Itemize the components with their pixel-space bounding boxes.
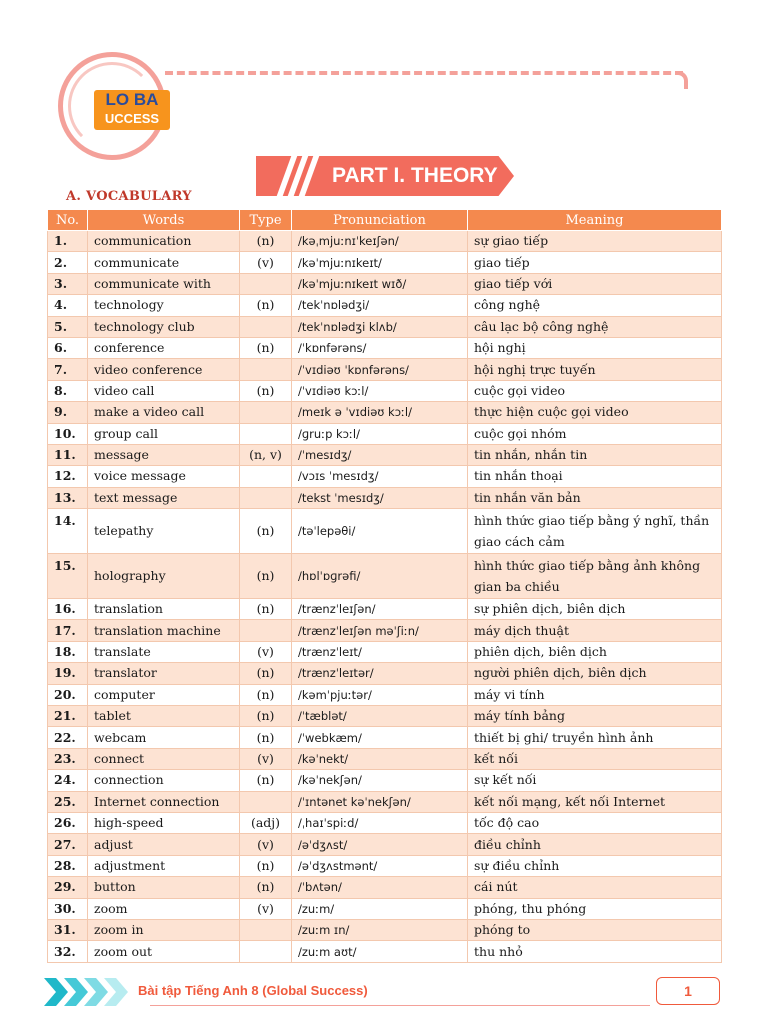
row-meaning: giao tiếp với <box>468 273 722 294</box>
row-type: (n) <box>240 337 292 358</box>
row-pronunciation: /əˈdʒʌst/ <box>292 834 468 855</box>
row-word: make a video call <box>88 402 240 423</box>
row-meaning: kết nối <box>468 748 722 769</box>
row-pronunciation: /əˈdʒʌstmənt/ <box>292 855 468 876</box>
row-pronunciation: /ˌhaɪˈspiːd/ <box>292 812 468 833</box>
table-body <box>48 231 722 963</box>
row-pronunciation: /tekst ˈmesɪdʒ/ <box>292 487 468 508</box>
row-word: translation <box>88 599 240 620</box>
row-pronunciation: /ˈbʌtən/ <box>292 877 468 898</box>
row-pronunciation: /trænzˈleɪʃən məˈʃiːn/ <box>292 620 468 641</box>
row-type: (adj) <box>240 812 292 833</box>
row-type: (n) <box>240 855 292 876</box>
column-header-meaning: Meaning <box>468 210 722 231</box>
table-row <box>48 919 722 940</box>
row-meaning: cuộc gọi video <box>468 380 722 401</box>
row-word: message <box>88 444 240 465</box>
row-type: (v) <box>240 641 292 662</box>
row-word: high-speed <box>88 812 240 833</box>
row-type <box>240 466 292 487</box>
column-header-type: Type <box>240 210 292 231</box>
table-row <box>48 252 722 273</box>
row-type: (v) <box>240 252 292 273</box>
table-row <box>48 834 722 855</box>
row-meaning: cuộc gọi nhóm <box>468 423 722 444</box>
row-meaning: máy vi tính <box>468 684 722 705</box>
row-meaning: hội nghị trực tuyến <box>468 359 722 380</box>
row-word: holography <box>88 554 240 599</box>
row-number: 32. <box>48 941 88 962</box>
row-type: (n) <box>240 231 292 252</box>
row-number: 14. <box>48 509 88 554</box>
row-number: 2. <box>48 252 88 273</box>
row-number: 12. <box>48 466 88 487</box>
part-banner-stripes <box>284 156 312 196</box>
row-pronunciation: /ˈvɪdiəʊ ˈkɒnfərəns/ <box>292 359 468 380</box>
row-pronunciation: /kəˈnekt/ <box>292 748 468 769</box>
row-meaning: máy dịch thuật <box>468 620 722 641</box>
row-number: 10. <box>48 423 88 444</box>
row-number: 16. <box>48 599 88 620</box>
logo-line1: LO BA <box>105 90 159 109</box>
row-number: 26. <box>48 812 88 833</box>
row-word: video conference <box>88 359 240 380</box>
section-title: A. VOCABULARY <box>66 189 192 204</box>
row-meaning: sự phiên dịch, biên dịch <box>468 599 722 620</box>
row-meaning: phiên dịch, biên dịch <box>468 641 722 662</box>
row-meaning: thực hiện cuộc gọi video <box>468 402 722 423</box>
row-meaning: người phiên dịch, biên dịch <box>468 663 722 684</box>
row-number: 31. <box>48 919 88 940</box>
row-meaning: sự giao tiếp <box>468 231 722 252</box>
row-type: (n, v) <box>240 444 292 465</box>
table-row <box>48 663 722 684</box>
row-number: 18. <box>48 641 88 662</box>
table-row <box>48 855 722 876</box>
part-banner <box>256 156 514 196</box>
table-header-row <box>48 210 722 231</box>
row-meaning: hình thức giao tiếp bằng ảnh không gian ba chiều <box>468 554 722 599</box>
row-word: connection <box>88 770 240 791</box>
row-type: (n) <box>240 509 292 554</box>
row-word: translator <box>88 663 240 684</box>
row-pronunciation: /kəˈnekʃən/ <box>292 770 468 791</box>
table-row <box>48 941 722 962</box>
table-row <box>48 727 722 748</box>
row-word: technology club <box>88 316 240 337</box>
row-meaning: tin nhắn thoại <box>468 466 722 487</box>
row-type: (n) <box>240 663 292 684</box>
row-word: zoom in <box>88 919 240 940</box>
row-word: computer <box>88 684 240 705</box>
row-meaning: sự điều chỉnh <box>468 855 722 876</box>
row-type <box>240 791 292 812</box>
row-pronunciation: /zuːm/ <box>292 898 468 919</box>
table-row <box>48 620 722 641</box>
footer-book-title: Bài tập Tiếng Anh 8 (Global Success) <box>138 983 368 998</box>
row-word: adjust <box>88 834 240 855</box>
row-meaning: kết nối mạng, kết nối Internet <box>468 791 722 812</box>
table-row <box>48 554 722 599</box>
row-number: 19. <box>48 663 88 684</box>
table-row <box>48 423 722 444</box>
row-type: (n) <box>240 684 292 705</box>
row-word: video call <box>88 380 240 401</box>
row-number: 13. <box>48 487 88 508</box>
row-meaning: cái nút <box>468 877 722 898</box>
row-word: translate <box>88 641 240 662</box>
row-meaning: tin nhắn, nhắn tin <box>468 444 722 465</box>
row-type <box>240 316 292 337</box>
row-word: connect <box>88 748 240 769</box>
table-row <box>48 706 722 727</box>
row-number: 25. <box>48 791 88 812</box>
row-pronunciation: /ˈkɒnfərəns/ <box>292 337 468 358</box>
row-meaning: giao tiếp <box>468 252 722 273</box>
header-dashed-corner <box>676 71 688 89</box>
table-row <box>48 898 722 919</box>
table-row <box>48 509 722 554</box>
table-row <box>48 295 722 316</box>
row-pronunciation: /ˈvɪdiəʊ kɔːl/ <box>292 380 468 401</box>
row-type: (n) <box>240 295 292 316</box>
table-row <box>48 684 722 705</box>
logo-line2: UCCESS <box>104 111 160 126</box>
table-row <box>48 812 722 833</box>
table-row <box>48 877 722 898</box>
row-meaning: thiết bị ghi/ truyền hình ảnh <box>468 727 722 748</box>
row-meaning: câu lạc bộ công nghệ <box>468 316 722 337</box>
row-pronunciation: /meɪk ə ˈvɪdiəʊ kɔːl/ <box>292 402 468 423</box>
row-number: 8. <box>48 380 88 401</box>
row-meaning: hội nghị <box>468 337 722 358</box>
row-number: 7. <box>48 359 88 380</box>
column-header-words: Words <box>88 210 240 231</box>
table-row <box>48 770 722 791</box>
row-number: 1. <box>48 231 88 252</box>
row-word: communication <box>88 231 240 252</box>
row-pronunciation: /tekˈnɒlədʒi klʌb/ <box>292 316 468 337</box>
row-meaning: sự kết nối <box>468 770 722 791</box>
logo-badge <box>94 90 170 130</box>
page-number: 1 <box>656 977 720 1005</box>
row-meaning: phóng, thu phóng <box>468 898 722 919</box>
row-word: translation machine <box>88 620 240 641</box>
row-type <box>240 423 292 444</box>
table-row <box>48 316 722 337</box>
row-pronunciation: /vɔɪs ˈmesɪdʒ/ <box>292 466 468 487</box>
table-row <box>48 231 722 252</box>
row-pronunciation: /kəˌmjuːnɪˈkeɪʃən/ <box>292 231 468 252</box>
table-row <box>48 487 722 508</box>
row-pronunciation: /zuːm aʊt/ <box>292 941 468 962</box>
row-number: 21. <box>48 706 88 727</box>
row-meaning: tốc độ cao <box>468 812 722 833</box>
footer-line <box>150 1005 650 1006</box>
row-type: (n) <box>240 877 292 898</box>
row-type: (n) <box>240 599 292 620</box>
row-number: 4. <box>48 295 88 316</box>
row-word: voice message <box>88 466 240 487</box>
part-title: PART I. THEORY <box>332 164 498 187</box>
row-word: Internet connection <box>88 791 240 812</box>
row-type: (n) <box>240 727 292 748</box>
row-number: 15. <box>48 554 88 599</box>
row-meaning: phóng to <box>468 919 722 940</box>
row-word: communicate <box>88 252 240 273</box>
table-row <box>48 641 722 662</box>
row-pronunciation: /ˈwebkæm/ <box>292 727 468 748</box>
row-pronunciation: /trænzˈleɪtər/ <box>292 663 468 684</box>
row-pronunciation: /ˈmesɪdʒ/ <box>292 444 468 465</box>
row-pronunciation: /trænzˈleɪt/ <box>292 641 468 662</box>
row-number: 23. <box>48 748 88 769</box>
row-pronunciation: /hɒlˈɒɡrəfi/ <box>292 554 468 599</box>
row-meaning: điều chỉnh <box>468 834 722 855</box>
row-type <box>240 919 292 940</box>
table-row <box>48 359 722 380</box>
row-type: (n) <box>240 770 292 791</box>
vocabulary-table <box>47 209 722 963</box>
column-header-pronunciation: Pronunciation <box>292 210 468 231</box>
table-row <box>48 466 722 487</box>
row-number: 11. <box>48 444 88 465</box>
row-type <box>240 487 292 508</box>
table-row <box>48 791 722 812</box>
table-row <box>48 748 722 769</box>
table-row <box>48 380 722 401</box>
row-pronunciation: /zuːm ɪn/ <box>292 919 468 940</box>
table-row <box>48 273 722 294</box>
row-type: (n) <box>240 554 292 599</box>
row-type <box>240 402 292 423</box>
table-row <box>48 599 722 620</box>
row-word: zoom out <box>88 941 240 962</box>
footer-arrows-icon <box>44 978 124 1006</box>
row-number: 22. <box>48 727 88 748</box>
row-word: telepathy <box>88 509 240 554</box>
table-row <box>48 444 722 465</box>
row-pronunciation: /təˈlepəθi/ <box>292 509 468 554</box>
row-number: 20. <box>48 684 88 705</box>
row-number: 29. <box>48 877 88 898</box>
row-meaning: tin nhắn văn bản <box>468 487 722 508</box>
header-dashed-line <box>165 71 683 75</box>
table-row <box>48 402 722 423</box>
row-word: conference <box>88 337 240 358</box>
row-meaning: công nghệ <box>468 295 722 316</box>
row-number: 27. <box>48 834 88 855</box>
row-pronunciation: /ˈɪntənet kəˈnekʃən/ <box>292 791 468 812</box>
row-word: tablet <box>88 706 240 727</box>
column-header-no: No. <box>48 210 88 231</box>
row-word: group call <box>88 423 240 444</box>
row-meaning: thu nhỏ <box>468 941 722 962</box>
row-word: technology <box>88 295 240 316</box>
row-pronunciation: /ˈtæblət/ <box>292 706 468 727</box>
row-number: 24. <box>48 770 88 791</box>
row-number: 5. <box>48 316 88 337</box>
row-pronunciation: /kəˈmjuːnɪkeɪt wɪð/ <box>292 273 468 294</box>
row-type <box>240 620 292 641</box>
row-meaning: hình thức giao tiếp bằng ý nghĩ, thần giao cách cảm <box>468 509 722 554</box>
row-type <box>240 941 292 962</box>
table-row <box>48 337 722 358</box>
row-type: (v) <box>240 748 292 769</box>
row-number: 3. <box>48 273 88 294</box>
row-word: webcam <box>88 727 240 748</box>
row-number: 30. <box>48 898 88 919</box>
logo <box>58 52 178 172</box>
row-type: (n) <box>240 706 292 727</box>
row-meaning: máy tính bảng <box>468 706 722 727</box>
row-number: 28. <box>48 855 88 876</box>
row-number: 9. <box>48 402 88 423</box>
row-type: (v) <box>240 834 292 855</box>
row-word: text message <box>88 487 240 508</box>
row-pronunciation: /kəˈmjuːnɪkeɪt/ <box>292 252 468 273</box>
row-word: zoom <box>88 898 240 919</box>
row-pronunciation: /tekˈnɒlədʒi/ <box>292 295 468 316</box>
row-number: 17. <box>48 620 88 641</box>
row-pronunciation: /kəmˈpjuːtər/ <box>292 684 468 705</box>
row-number: 6. <box>48 337 88 358</box>
row-type <box>240 273 292 294</box>
row-type: (n) <box>240 380 292 401</box>
row-word: adjustment <box>88 855 240 876</box>
row-type <box>240 359 292 380</box>
row-pronunciation: /trænzˈleɪʃən/ <box>292 599 468 620</box>
row-type: (v) <box>240 898 292 919</box>
row-word: communicate with <box>88 273 240 294</box>
row-word: button <box>88 877 240 898</box>
row-pronunciation: /ɡruːp kɔːl/ <box>292 423 468 444</box>
